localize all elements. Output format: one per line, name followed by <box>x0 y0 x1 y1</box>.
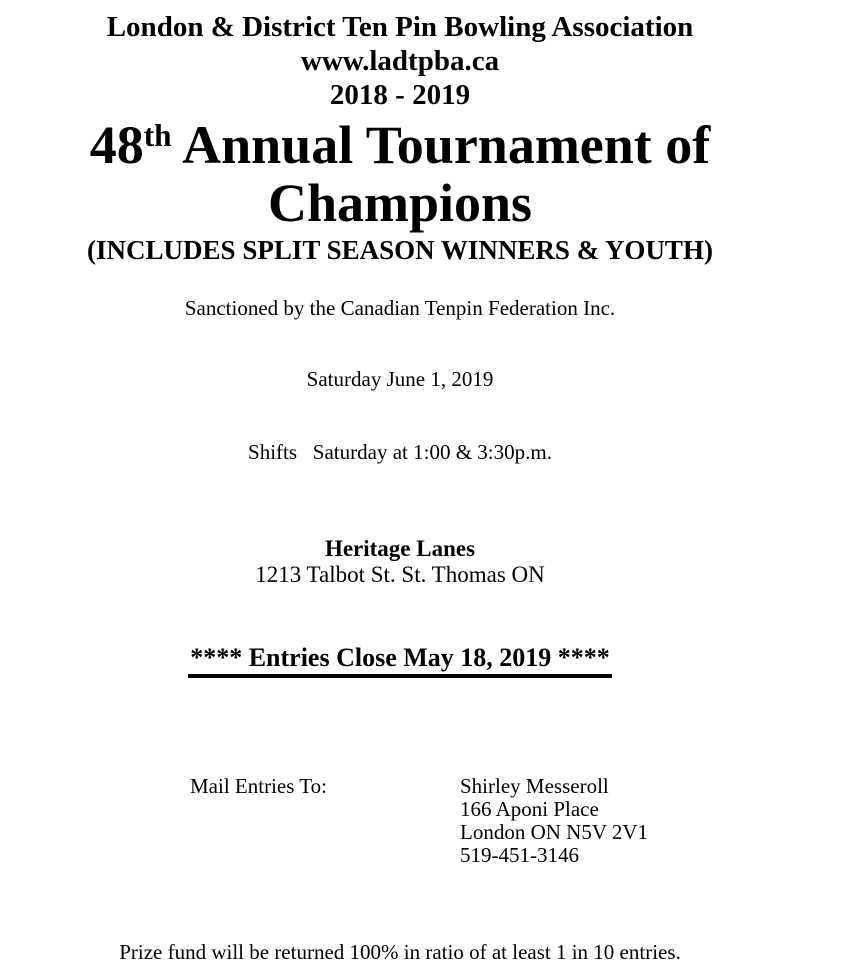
prize-fund-note: Prize fund will be returned 100% in ratio of at least 1 in 10 entries. <box>119 940 681 964</box>
mail-recipient-address <box>460 775 648 867</box>
sanction-note: Sanctioned by the Canadian Tenpin Federation Inc. <box>184 296 616 320</box>
entries-close-banner <box>0 643 800 678</box>
venue-name: Heritage Lanes <box>324 536 476 561</box>
title-number: 48 <box>89 115 144 175</box>
title-ordinal-suffix: th <box>143 117 172 153</box>
venue-address: 1213 Talbot St. St. Thomas ON <box>255 562 545 587</box>
title-subtitle: (INCLUDES SPLIT SEASON WINNERS & YOUTH) <box>87 235 713 265</box>
title-line1-rest: Annual Tournament of <box>171 115 711 175</box>
org-header <box>0 10 800 112</box>
venue-info <box>0 536 800 588</box>
entries-close-text: **** Entries Close May 18, 2019 **** <box>188 643 612 678</box>
shifts-info: Shifts Saturday at 1:00 & 3:30p.m. <box>248 440 552 464</box>
title-line2: Champions <box>267 173 533 233</box>
recipient-street: 166 Aponi Place <box>460 797 599 821</box>
recipient-city: London ON N5V 2V1 <box>460 820 649 844</box>
event-date: Saturday June 1, 2019 <box>306 367 494 391</box>
mail-entries-label: Mail Entries To: <box>190 774 327 798</box>
title-line1 <box>0 116 800 174</box>
org-name: London & District Ten Pin Bowling Association <box>106 11 694 43</box>
recipient-phone: 519-451-3146 <box>460 843 579 867</box>
recipient-name: Shirley Messeroll <box>460 774 609 798</box>
page-title <box>0 116 800 232</box>
season-years: 2018 - 2019 <box>329 79 471 111</box>
org-website: www.ladtpba.ca <box>300 45 500 77</box>
